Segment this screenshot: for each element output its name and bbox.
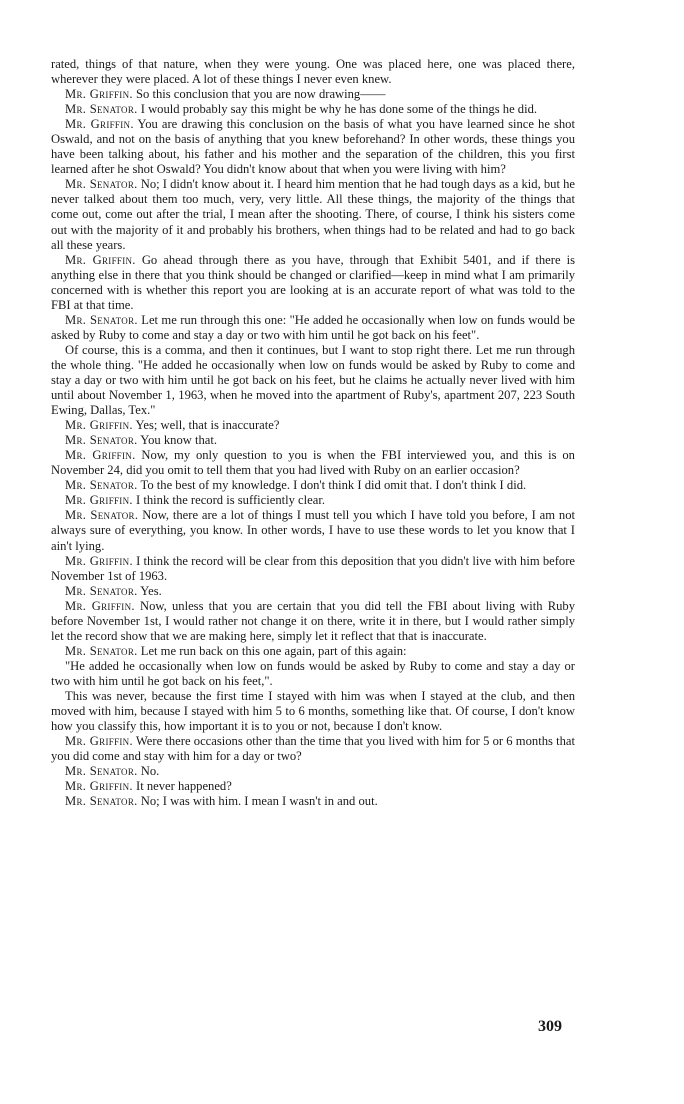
speaker-label: Mr. Griffin. [65,734,133,749]
paragraph: Mr. Griffin. Were there occasions other than the time that you lived with him for 5 or 6 months that you did come and stay with him for a day or two? [51,734,575,764]
paragraph: Mr. Senator. No; I was with him. I mean I wasn't in and out. [65,794,378,809]
speaker-label: Mr. Senator. [65,508,139,523]
transcript-body [51,57,575,809]
paragraph: Mr. Griffin. Now, my only question to you is when the FBI interviewed you, and this is on November 24, did you omit to tell them that you had lived with Ruby on an earlier occasion? [51,448,575,478]
paragraph: Mr. Griffin. I think the record will be clear from this deposition that you didn't live with him before November 1st of 1963. [51,553,575,583]
paragraph: rated, things of that nature, when they were young. One was placed here, one was placed there, wherever they were placed. A lot of these things I never even knew. [51,57,575,87]
speaker-label: Mr. Senator. [65,583,138,598]
speaker-label: Mr. Senator. [65,312,138,327]
paragraph: Of course, this is a comma, and then it continues, but I want to stop right there. Let me run through the whole thing. "He added he occasionally when low on funds would be asked by Ruby to come and stay a day or two with him until he got back on his feet, but he claims he actually never lived with him until about November 1, 1963, when he moved into the apartment of Ruby's, apartment 207, 223 South Ewing, Dallas, Tex." [51,342,575,418]
paragraph: Mr. Griffin. It never happened? [65,779,232,794]
speaker-label: Mr. Senator. [65,478,138,493]
speaker-label: Mr. Senator. [65,102,138,117]
paragraph: Mr. Senator. Let me run through this one: "He added he occasionally when low on funds would be asked by Ruby to come and stay a day or two with him until he got back on his feet". [51,312,575,342]
speaker-label: Mr. Griffin. [65,418,133,433]
paragraph: Mr. Senator. You know that. [65,433,218,448]
paragraph: Mr. Griffin. Now, unless that you are certain that you did tell the FBI about living with Ruby before November 1st, I would rather not change it on there, write it in there, but I would rather simply let the record show that we are making here, simply let it reflect that that is inaccurate. [51,598,575,643]
paragraph: "He added he occasionally when low on funds would be asked by Ruby to come and stay a day or two with him until he got back on his feet,". [51,658,575,688]
speaker-label: Mr. Senator. [65,433,138,448]
paragraph: Mr. Senator. No. [65,764,160,779]
speaker-label: Mr. Griffin. [65,252,136,267]
paragraph: Mr. Griffin. You are drawing this conclusion on the basis of what you have learned since he shot Oswald, and not on the basis of anything that you knew beforehand? In other words, these things you have been talking about, his father and his mother and the separation of the children, this you first learned after he shot Oswald? You didn't know about that when you were living with him? [51,117,575,177]
paragraph: Mr. Griffin. Go ahead through there as you have, through that Exhibit 5401, and if there is anything else in there that you think should be changed or clarified—keep in mind what I am primarily concerned with is whether this report you are looking at is an accurate report of what was told to the FBI at that time. [51,252,575,312]
paragraph: This was never, because the first time I stayed with him was when I stayed at the club, and then moved with him, because I stayed with him 5 to 6 months, something like that. Of course, I don't know how you classify this, how important it is to you or not, because I don't know. [51,688,575,734]
paragraph: Mr. Senator. Let me run back on this one again, part of this again: [65,643,407,658]
page-number: 309 [538,1018,562,1035]
speaker-label: Mr. Griffin. [65,553,133,568]
speaker-label: Mr. Griffin. [65,448,136,463]
speaker-label: Mr. Griffin. [65,87,133,102]
paragraph: Mr. Senator. No; I didn't know about it. I heard him mention that he had tough days as a kid, but he never talked about them too much, very, very little. All these things, the majority of the things that come out, come out after the trial, I mean after the shooting. There, of course, I think his sisters come out with the majority of it and probably his brothers, when things had to be related and had to go back all these years. [51,177,575,252]
paragraph: Mr. Griffin. I think the record is sufficiently clear. [65,493,325,508]
paragraph: Mr. Senator. I would probably say this might be why he has done some of the things he did. [65,102,538,117]
speaker-label: Mr. Griffin. [65,779,133,794]
speaker-label: Mr. Griffin. [65,117,134,132]
paragraph: Mr. Griffin. Yes; well, that is inaccurate? [65,418,280,433]
speaker-label: Mr. Senator. [65,643,138,658]
speaker-label: Mr. Griffin. [65,493,133,508]
paragraph: Mr. Griffin. So this conclusion that you are now drawing—— [65,87,386,102]
speaker-label: Mr. Senator. [65,794,138,809]
speaker-label: Mr. Senator. [65,177,138,192]
paragraph: Mr. Senator. Now, there are a lot of things I must tell you which I have told you before, I am not always sure of everything, you know. In other words, I have to use these words to let you know that I ain't lying. [51,508,576,553]
speaker-label: Mr. Senator. [65,764,138,779]
paragraph: Mr. Senator. To the best of my knowledge. I don't think I did omit that. I don't think I did. [65,478,527,493]
paragraph: Mr. Senator. Yes. [65,583,162,598]
speaker-label: Mr. Griffin. [65,598,135,613]
